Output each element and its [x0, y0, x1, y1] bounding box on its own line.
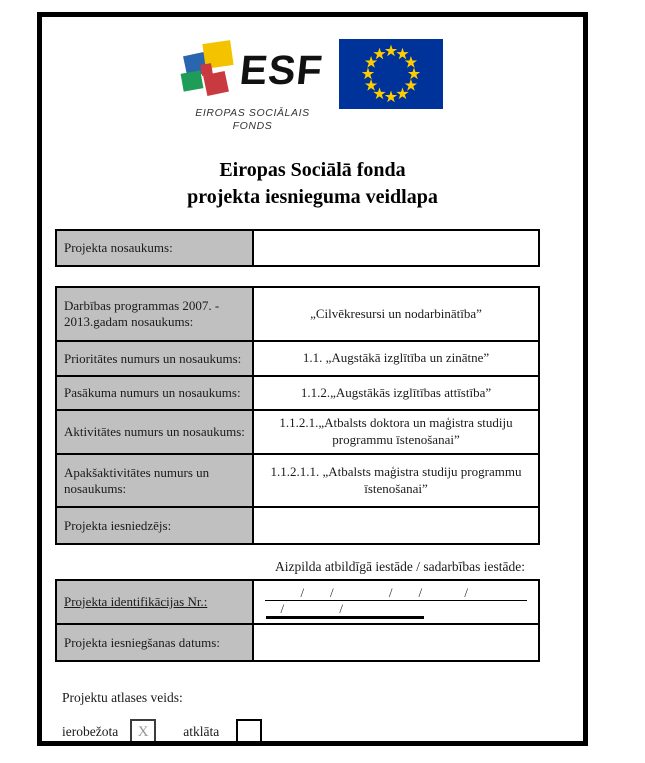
esf-square-green [181, 70, 204, 91]
subactivity-value: 1.1.2.1.1. „Atbalsts maģistra studiju programmu īstenošanai” [253, 454, 539, 507]
esf-caption-line2: FONDS [232, 120, 273, 133]
document-title [42, 157, 583, 211]
esf-caption [195, 107, 309, 133]
logos-row [42, 39, 583, 133]
esf-caption-line1: EIROPAS SOCIĀLAIS [195, 107, 310, 119]
selection-section [62, 690, 583, 745]
option-restricted-checkbox[interactable]: X [130, 719, 156, 745]
priority-label: Prioritātes numurs un nosaukums: [56, 341, 253, 376]
project-id-slash-line-2[interactable]: / / [266, 601, 424, 619]
authority-note: Aizpilda atbildīgā iestāde / sadarbības iestāde: [274, 559, 525, 575]
document-title-line1: Eiropas Sociālā fonda [219, 159, 406, 182]
esf-logo [182, 39, 326, 133]
esf-square-small-red [200, 63, 213, 76]
project-id-slash-line-1[interactable]: / / / / / [265, 585, 526, 601]
table-row [56, 341, 539, 376]
table-row [56, 580, 539, 624]
table-row [56, 410, 539, 454]
applicant-field[interactable] [253, 507, 539, 544]
option-open-checkbox[interactable] [236, 719, 262, 745]
option-restricted-label: ierobežota [62, 724, 119, 740]
table-row [56, 287, 539, 341]
document-page [37, 12, 588, 746]
project-id-label [56, 580, 253, 624]
project-id-label-text: Projekta identifikācijas Nr.: [64, 594, 208, 610]
submission-date-label: Projekta iesniegšanas datums: [56, 624, 253, 661]
activity-label: Aktivitātes numurs un nosaukums: [56, 410, 253, 454]
priority-value: 1.1. „Augstākā izglītība un zinātne” [253, 341, 539, 376]
programme-value: „Cilvēkresursi un nodarbinātība” [253, 287, 539, 341]
selection-options [62, 719, 583, 745]
table-row [56, 454, 539, 507]
activity-value: 1.1.2.1.„Atbalsts doktora un maģistra studiju programmu īstenošanai” [253, 410, 539, 454]
table-row [56, 230, 539, 266]
table-row [56, 376, 539, 410]
subactivity-label: Apakšaktivitātes numurs un nosaukums: [56, 454, 253, 507]
applicant-label: Projekta iesniedzējs: [56, 507, 253, 544]
measure-label: Pasākuma numurs un nosaukums: [56, 376, 253, 410]
project-name-field[interactable] [253, 230, 539, 266]
submission-date-field[interactable] [253, 624, 539, 661]
project-id-field[interactable] [253, 580, 539, 624]
esf-acronym: ESF [237, 46, 326, 93]
document-title-line2: projekta iesnieguma veidlapa [187, 186, 438, 209]
measure-value: 1.1.2.„Augstākās izglītības attīstība” [253, 376, 539, 410]
eu-flag-icon [339, 39, 443, 109]
programme-table [55, 286, 540, 545]
project-name-label: Projekta nosaukums: [56, 230, 253, 266]
esf-logo-squares-icon [182, 41, 234, 99]
option-open-label: atklāta [183, 724, 220, 740]
selection-label: Projektu atlases veids: [62, 690, 183, 706]
project-name-table [55, 229, 540, 267]
identification-table [55, 579, 540, 662]
table-row [56, 507, 539, 544]
table-row [56, 624, 539, 661]
programme-label: Darbības programmas 2007. - 2013.gadam nosaukums: [56, 287, 253, 341]
